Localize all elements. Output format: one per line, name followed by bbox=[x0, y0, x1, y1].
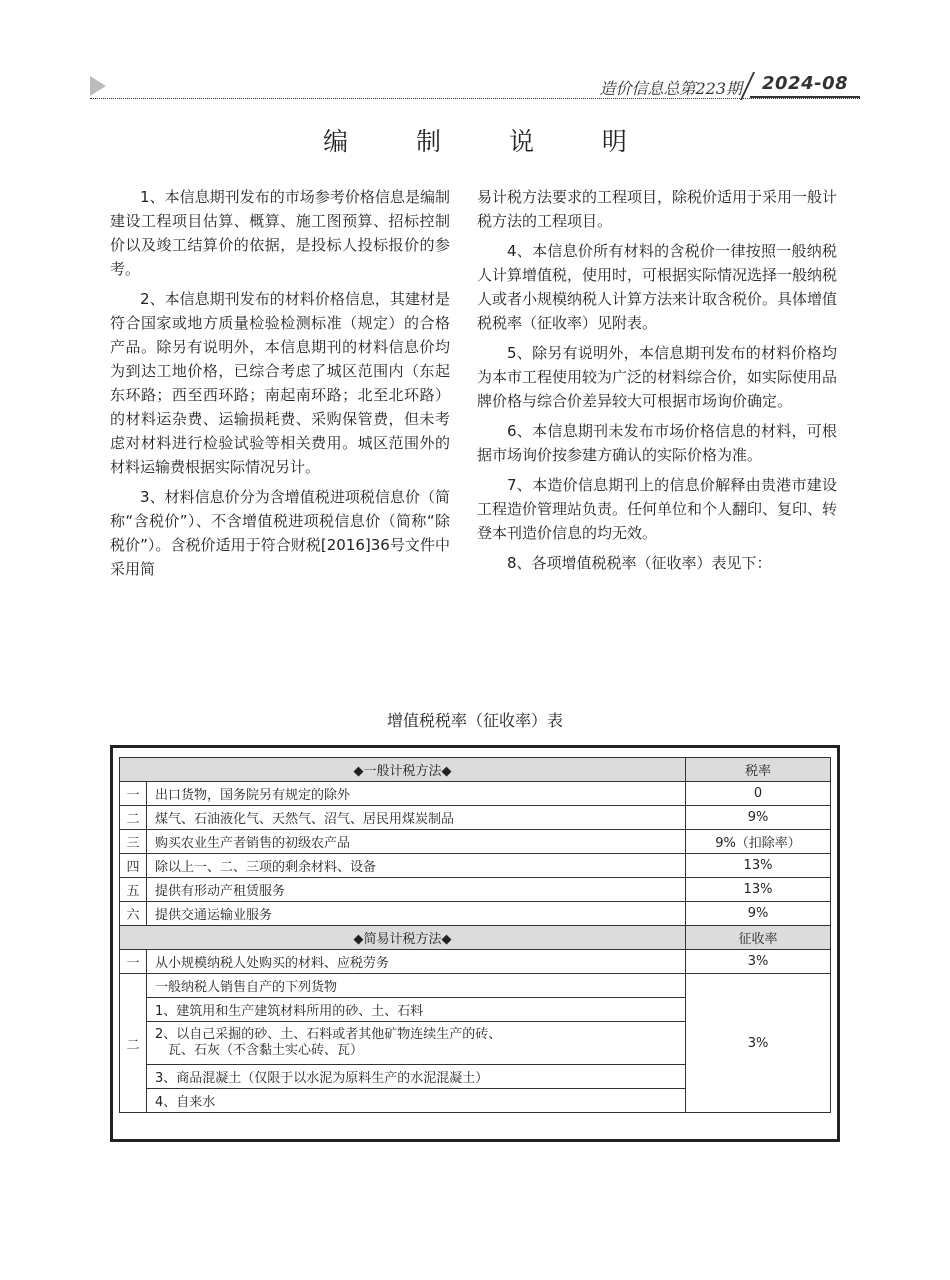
paragraph-5: 5、除另有说明外，本信息期刊发布的材料价格均为本市工程使用较为广泛的材料综合价，如实际使用品牌价格与综合价差异较大可根据市场询价确定。 bbox=[477, 344, 838, 410]
description-line-1: 2、以自己采掘的砂、土、石料或者其他矿物连续生产的砖、 bbox=[155, 1027, 502, 1042]
table-title: 增值税税率（征收率）表 bbox=[386, 711, 563, 730]
row-number: 二 bbox=[120, 806, 147, 830]
row-description: 一般纳税人销售自产的下列货物 bbox=[147, 974, 686, 998]
left-column bbox=[110, 185, 450, 587]
section-header-simple bbox=[120, 926, 831, 950]
right-column bbox=[477, 185, 837, 581]
paragraph-1: 1、本信息期刊发布的市场参考价格信息是编制建设工程项目估算、概算、施工图预算、招标控制价以及竣工结算价的依据，是投标人投标报价的参考。 bbox=[110, 188, 450, 278]
issue-date-box bbox=[750, 72, 860, 98]
row-description: 3、商品混凝土（仅限于以水泥为原料生产的水泥混凝土） bbox=[147, 1065, 686, 1089]
row-rate: 9% bbox=[686, 902, 831, 926]
row-description: 1、建筑用和生产建筑材料所用的砂、土、石料 bbox=[147, 998, 686, 1022]
section-title: ◆一般计税方法◆ bbox=[120, 758, 686, 782]
row-number: 五 bbox=[120, 878, 147, 902]
row-description: 煤气、石油液化气、天然气、沼气、居民用煤炭制品 bbox=[147, 806, 686, 830]
rate-header: 征收率 bbox=[686, 926, 831, 950]
row-rate: 9%（扣除率） bbox=[686, 830, 831, 854]
row-number: 三 bbox=[120, 830, 147, 854]
row-rate: 0 bbox=[686, 782, 831, 806]
row-rate: 9% bbox=[686, 806, 831, 830]
table-row bbox=[120, 878, 831, 902]
slash-divider bbox=[740, 72, 755, 100]
header-rule bbox=[90, 98, 860, 99]
row-rate: 3% bbox=[686, 950, 831, 974]
paragraph-6: 6、本信息期刊未发布市场价格信息的材料，可根据市场询价按参建方确认的实际价格为准。 bbox=[477, 422, 837, 464]
tax-rate-table-frame bbox=[110, 745, 840, 1142]
row-rate: 13% bbox=[686, 854, 831, 878]
table-row bbox=[120, 974, 831, 998]
issue-date: 2024-08 bbox=[762, 73, 849, 94]
paragraph-3: 3、材料信息价分为含增值税进项税信息价（简称“含税价”）、不含增值税进项税信息价（简称“除税价”）。含税价适用于符合财税[2016]36号文件中采用简 bbox=[110, 488, 450, 578]
table-row bbox=[120, 806, 831, 830]
rate-header: 税率 bbox=[686, 758, 831, 782]
row-description: 购买农业生产者销售的初级农产品 bbox=[147, 830, 686, 854]
table-row bbox=[120, 854, 831, 878]
page-header bbox=[90, 70, 860, 100]
paragraph-4: 4、本信息价所有材料的含税价一律按照一般纳税人计算增值税，使用时，可根据实际情况选择一般纳税人或者小规模纳税人计算方法来计取含税价。具体增值税税率（征收率）见附表。 bbox=[477, 242, 838, 332]
row-rate: 13% bbox=[686, 878, 831, 902]
table-row bbox=[120, 902, 831, 926]
table-row bbox=[120, 950, 831, 974]
row-description: 提供交通运输业服务 bbox=[147, 902, 686, 926]
row-number: 一 bbox=[120, 782, 147, 806]
paragraph-3-continued: 易计税方法要求的工程项目，除税价适用于采用一般计税方法的工程项目。 bbox=[477, 188, 838, 230]
triangle-marker-icon bbox=[90, 76, 106, 96]
row-description: 4、自来水 bbox=[147, 1089, 686, 1113]
section-title: ◆简易计税方法◆ bbox=[120, 926, 686, 950]
row-number: 二 bbox=[120, 974, 147, 1113]
paragraph-2: 2、本信息期刊发布的材料价格信息，其建材是符合国家或地方质量检验检测标准（规定）的合格产品。除另有说明外，本信息期刊的材料信息价均为到达工地价格，已综合考虑了城区范围内（东起东环路；西至西环路；南起南环路；北至北环路）的材料运杂费、运输损耗费、采购保管费，但未考虑对材料进行检验试验等相关费用。城区范围外的材料运输费根据实际情况另计。 bbox=[110, 290, 450, 476]
tax-rate-table bbox=[119, 757, 831, 1113]
table-row bbox=[120, 830, 831, 854]
section-header-general bbox=[120, 758, 831, 782]
table-row bbox=[120, 782, 831, 806]
paragraph-7: 7、本造价信息期刊上的信息价解释由贵港市建设工程造价管理站负责。任何单位和个人翻印、复印、转登本刊造价信息的均无效。 bbox=[477, 476, 838, 542]
description-line-2: 瓦、石灰（不含黏土实心砖、瓦） bbox=[168, 1043, 364, 1058]
row-description: 除以上一、二、三项的剩余材料、设备 bbox=[147, 854, 686, 878]
issue-number: 造价信息总第223期 bbox=[599, 79, 742, 98]
row-description: 从小规模纳税人处购买的材料、应税劳务 bbox=[147, 950, 686, 974]
row-rate: 3% bbox=[686, 974, 831, 1113]
paragraph-8: 8、各项增值税税率（征收率）表见下： bbox=[507, 554, 772, 572]
row-number: 四 bbox=[120, 854, 147, 878]
row-description: 出口货物，国务院另有规定的除外 bbox=[147, 782, 686, 806]
row-description-multiline bbox=[147, 1022, 686, 1065]
row-number: 一 bbox=[120, 950, 147, 974]
page-title: 编 制 说 明 bbox=[323, 127, 657, 156]
row-description: 提供有形动产租赁服务 bbox=[147, 878, 686, 902]
row-number: 六 bbox=[120, 902, 147, 926]
